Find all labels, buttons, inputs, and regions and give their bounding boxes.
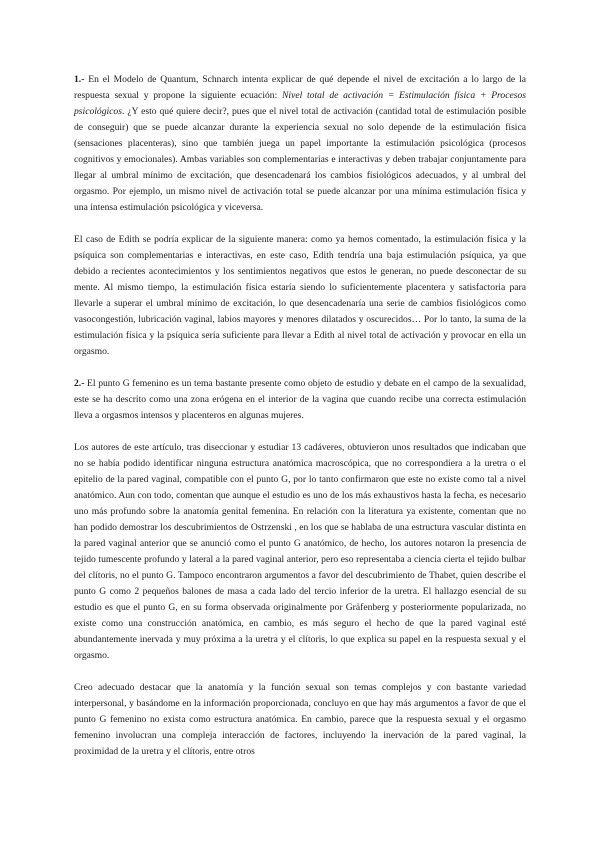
- paragraph-2: El caso de Edith se podría explicar de la siguiente manera: como ya hemos comentado, la estimulación física y la psíquica son complementarias e interactivas, en este caso, Edith tendría una baja estimulación psíquica, ya que debido a recientes acontecimientos y los sentimientos negativos que estos le generan, no puede desconectar de su mente. Al mismo tiempo, la estimulación física estaría siendo lo suficientemente placentera y satisfactoria para llevarle a superar el umbral mínimo de excitación, lo que desencadenaría una serie de cambios fisiológicos como vasocongestión, lubricación vaginal, labios mayores y menores dilatados y oscurecidos… Por lo tanto, la suma de la estimulación física y la psíquica sería suficiente para llevar a Edith al nivel total de activación y provocar en ella un orgasmo.: [74, 234, 526, 357]
- paragraph-1-text-a: En el Modelo de Quantum, Schnarch intenta explicar de qué depende el nivel de excitación a lo largo de la respuesta sexual y propone la siguiente ecuación:: [74, 74, 526, 101]
- paragraph-5: Creo adecuado destacar que la anatomía y la función sexual son temas complejos y con bastante variedad interpersonal, y basándome en la información proporcionada, concluyo en que hay más argumentos a favor de que el punto G femenino no exista como estructura anatómica. En cambio, parece que la respuesta sexual y el orgasmo femenino involucran una compleja interacción de factores, incluyendo la inervación de la pared vaginal, la proximidad de la uretra y el clítoris, entre otros: [74, 682, 526, 757]
- quantum-equation: Nivel total de activación = Estimulación física + Procesos psicológicos: [74, 90, 527, 117]
- question-number-2: 2.-: [74, 378, 85, 389]
- question-number-1: 1.-: [74, 74, 85, 85]
- document-body: [74, 72, 526, 760]
- paragraph-1: [74, 72, 526, 216]
- paragraph-1-text-b: . ¿Y esto qué quiere decir?, pues que el nivel total de activación (cantidad total de estimulación posible de conseguir) que se puede alcanzar durante la experiencia sexual no solo depende de la estimulación física (sensaciones placenteras), sino que también juega un papel importante la estimulación psicológica (procesos cognitivos y emocionales). Ambas variables son complementarias e interactivas y deben trabajar conjuntamente para llegar al umbral mínimo de excitación, que desencadenará los cambios fisiológicos adecuados, y al umbral del orgasmo. Por ejemplo, un mismo nivel de activación total se puede alcanzar por una mínima estimulación física y una intensa estimulación psicológica y viceversa.: [74, 106, 526, 213]
- paragraph-3: [74, 376, 526, 424]
- paragraph-4: Los autores de este artículo, tras diseccionar y estudiar 13 cadáveres, obtuvieron unos resultados que indicaban que no se había podido identificar ninguna estructura anatómica macroscópica, que no correspondiera a la uretra o el epitelio de la pared vaginal, compatible con el punto G, por lo tanto confirmaron que este no existe como tal a nivel anatómico. Aun con todo, comentan que aunque el estudio es uno de los más exhaustivos hasta la fecha, es necesario uno más profundo sobre la anatomía genital femenina. En relación con la literatura ya existente, comentan que no han podido demostrar los descubrimientos de Ostrzenski , en los que se hablaba de una estructura vascular distinta en la pared vaginal anterior que se anunció como el punto G anatómico, de hecho, los autores notaron la presencia de tejido tumescente profundo y lateral a la pared vaginal anterior, pero eso representaba a ciencia cierta el tejido bulbar del clítoris, no el punto G. Tampoco encontraron argumentos a favor del descubrimiento de Thabet, quien describe el punto G como 2 pequeños balones de masa a cada lado del tercio inferior de la uretra. El hallazgo esencial de su estudio es que el punto G, en su forma observada originalmente por Gräfenberg y posteriormente popularizada, no existe como una construcción anatómica, en cambio, es más seguro el hecho de que la pared vaginal esté abundantemente inervada y muy próxima a la uretra y el clítoris, lo que explica su papel en la respuesta sexual y el orgasmo.: [74, 442, 526, 661]
- paragraph-3-text: El punto G femenino es un tema bastante presente como objeto de estudio y debate en el campo de la sexualidad, este se ha descrito como una zona erógena en el interior de la vagina que cuando recibe una correcta estimulación lleva a orgasmos intensos y placenteros en algunas mujeres.: [74, 378, 526, 421]
